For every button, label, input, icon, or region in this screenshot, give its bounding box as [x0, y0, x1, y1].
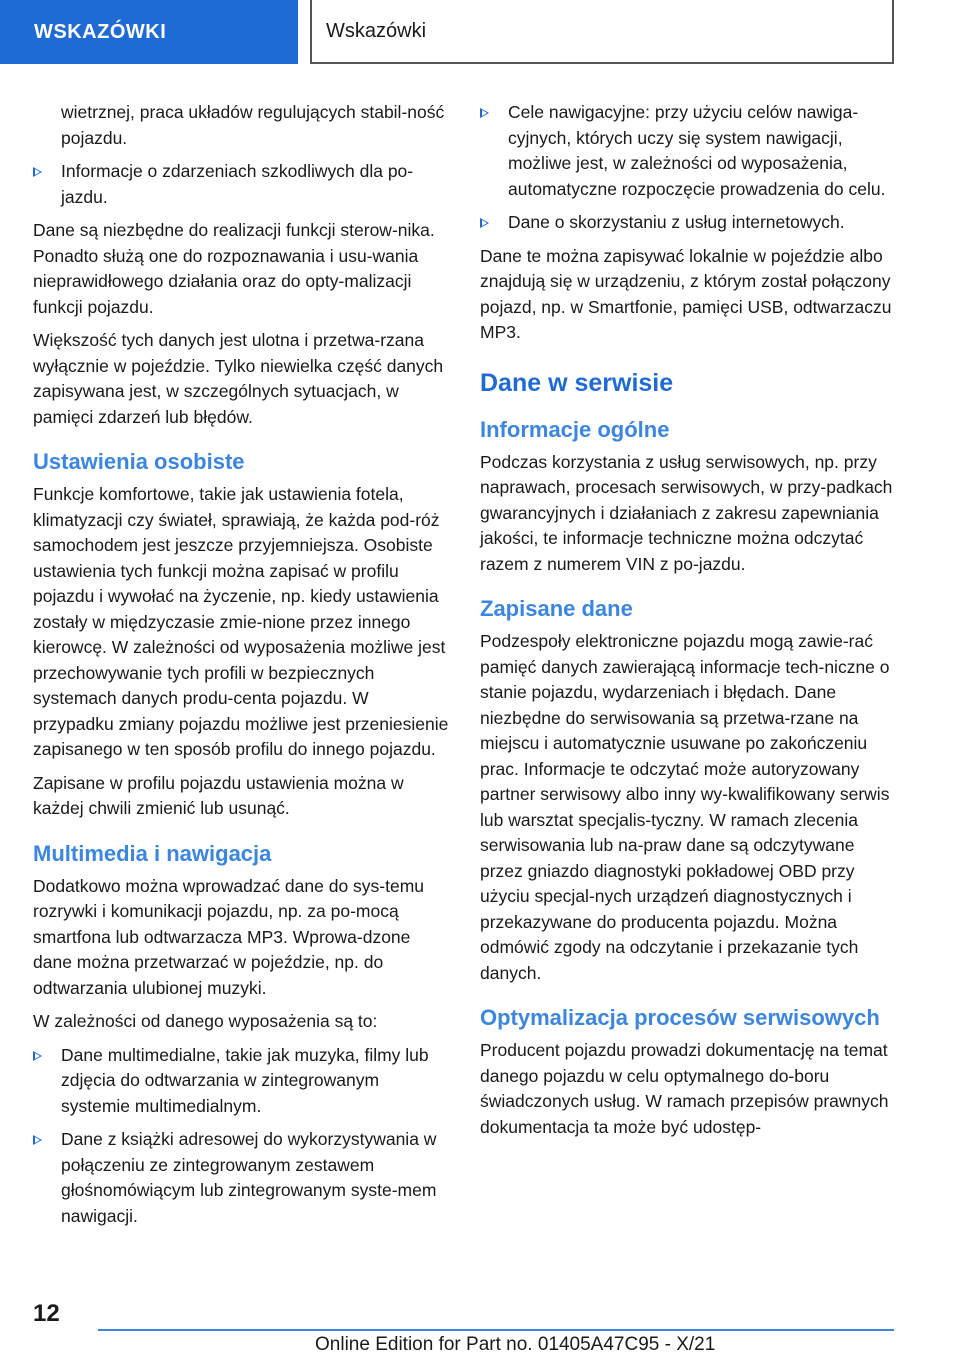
- footer-edition: Online Edition for Part no. 01405A47C95 - X/21: [315, 1334, 716, 1355]
- paragraph: Dane są niezbędne do realizacji funkcji sterow-nika. Ponadto służą one do rozpoznawania i usu-wania nieprawidłowego działania oraz do opty-malizacji funkcji pojazdu.: [33, 220, 435, 317]
- bullet-list-top: [33, 159, 449, 210]
- section-tab: WSKAZÓWKI: [0, 0, 298, 64]
- triangle-bullet-icon: [480, 108, 489, 118]
- paragraph: Producent pojazdu prowadzi dokumentację na temat danego pojazdu w celu optymalnego do-boru świadczonych usług. W ramach przepisów prawnych dokumentacja ta może być udostęp-: [480, 1040, 889, 1137]
- bullet-list-bottom: [33, 1043, 449, 1230]
- paragraph: Podzespoły elektroniczne pojazdu mogą zawie-rać pamięć danych zawierającą informacje tech-niczne o stanie pojazdu, wydarzeniach i błędach. Dane niezbędne do serwisowania są przetwa-rzane na miejscu i automatycznie usuwane po zakończeniu prac. Informacje te odczytać może autoryzowany partner serwisowy albo inny wy-kwalifikowany serwis lub warsztat specjalis-tyczny. W ramach zlecenia serwisowania lub na-praw dane są odczytywane przez gniazdo diagnostyki pokładowej OBD przy użyciu specjal-nych urządzeń diagnostycznych i przekazywane do producenta pojazdu. Można odmówić zgody na odczytanie i przekazanie tych danych.: [480, 631, 890, 983]
- section-heading-saved-data: Zapisane dane: [480, 596, 633, 621]
- section-heading-personal-settings: Ustawienia osobiste: [33, 449, 245, 474]
- paragraph: Funkcje komfortowe, takie jak ustawienia fotela, klimatyzacji czy świateł, sprawiają, że każda pod-róż samochodem jest jeszcze przyjemniejsza. Osobiste ustawienia tych funkcji można zapisać w profilu pojazdu i wywołać na życzenie, np. kiedy ustawienia zostały w międzyczasie zmie-nione przez innego kierowcę. W zależności od wyposażenia możliwe jest przechowywanie tych profili w bezpiecznych systemach danych produ-centa pojazdu. W przypadku zmiany pojazdu możliwe jest przeniesienie zapisanego w ten sposób profilu do innego pojazdu.: [33, 484, 449, 759]
- list-item-text: Dane z książki adresowej do wykorzystywania w połączeniu ze zintegrowanym zestawem głośnomówiącym lub zintegrowanym syste-mem nawigacji.: [61, 1129, 437, 1226]
- left-column: [33, 100, 449, 1237]
- right-column: [480, 100, 896, 1148]
- list-item-text: Informacje o zdarzeniach szkodliwych dla po-jazdu.: [61, 161, 414, 207]
- bullet-continuation: wietrznej, praca układów regulujących stabil-ność pojazdu.: [61, 102, 445, 148]
- page-number: 12: [33, 1300, 60, 1327]
- triangle-bullet-icon: [33, 1051, 42, 1061]
- paragraph: Dane te można zapisywać lokalnie w pojeździe albo znajdują się w urządzeniu, z którym został połączony pojazd, np. w Smartfonie, pamięci USB, odtwarzaczu MP3.: [480, 245, 892, 342]
- list-item: [33, 159, 449, 210]
- bullet-list-right: [480, 100, 896, 236]
- list-item-text: Dane multimedialne, takie jak muzyka, filmy lub zdjęcia do odtwarzania w zintegrowanym systemie multimedialnym.: [61, 1044, 429, 1116]
- list-item: [480, 100, 896, 202]
- list-item: [480, 210, 896, 236]
- triangle-bullet-icon: [480, 218, 489, 228]
- section-heading-service-optimization: Optymalizacja procesów serwisowych: [480, 1005, 880, 1030]
- footer-divider: [98, 1329, 894, 1331]
- paragraph: Zapisane w profilu pojazdu ustawienia można w każdej chwili zmienić lub usunąć.: [33, 772, 404, 818]
- triangle-bullet-icon: [33, 167, 42, 177]
- paragraph: W zależności od danego wyposażenia są to:: [33, 1011, 378, 1031]
- list-item: [33, 1043, 449, 1120]
- section-heading-general-info: Informacje ogólne: [480, 416, 670, 442]
- paragraph: Większość tych danych jest ulotna i przetwa-rzana wyłącznie w pojeździe. Tylko niewielka część danych zapisywana jest, w szczególnych sytuacjach, w pamięci zdarzeń lub błędów.: [33, 330, 444, 427]
- chapter-heading-service-data: Dane w serwisie: [480, 368, 674, 397]
- paragraph: Dodatkowo można wprowadzać dane do sys-temu rozrywki i komunikacji pojazdu, np. za po-mocą smartfona lub odtwarzacza MP3. Wprowa-dzone dane można przetwarzać w pojeździe, np. do odtwarzania ulubionej muzyki.: [33, 875, 425, 998]
- section-heading-multimedia: Multimedia i nawigacja: [33, 840, 272, 866]
- triangle-bullet-icon: [33, 1135, 42, 1145]
- list-item-text: Dane o skorzystaniu z usług internetowych.: [508, 212, 845, 232]
- page-header-title: Wskazówki: [310, 0, 894, 64]
- list-item: [33, 1127, 449, 1229]
- paragraph: Podczas korzystania z usług serwisowych, np. przy naprawach, procesach serwisowych, w przy-padkach gwarancyjnych i działaniach z zakresu zapewniania jakości, te informacje techniczne można odczytać razem z numerem VIN z po-jazdu.: [480, 451, 893, 574]
- list-item-text: Cele nawigacyjne: przy użyciu celów nawiga-cyjnych, których uczy się system nawigacji, możliwe jest, w zależności od wyposażenia, automatyczne rozpoczęcie prowadzenia do celu.: [508, 102, 886, 199]
